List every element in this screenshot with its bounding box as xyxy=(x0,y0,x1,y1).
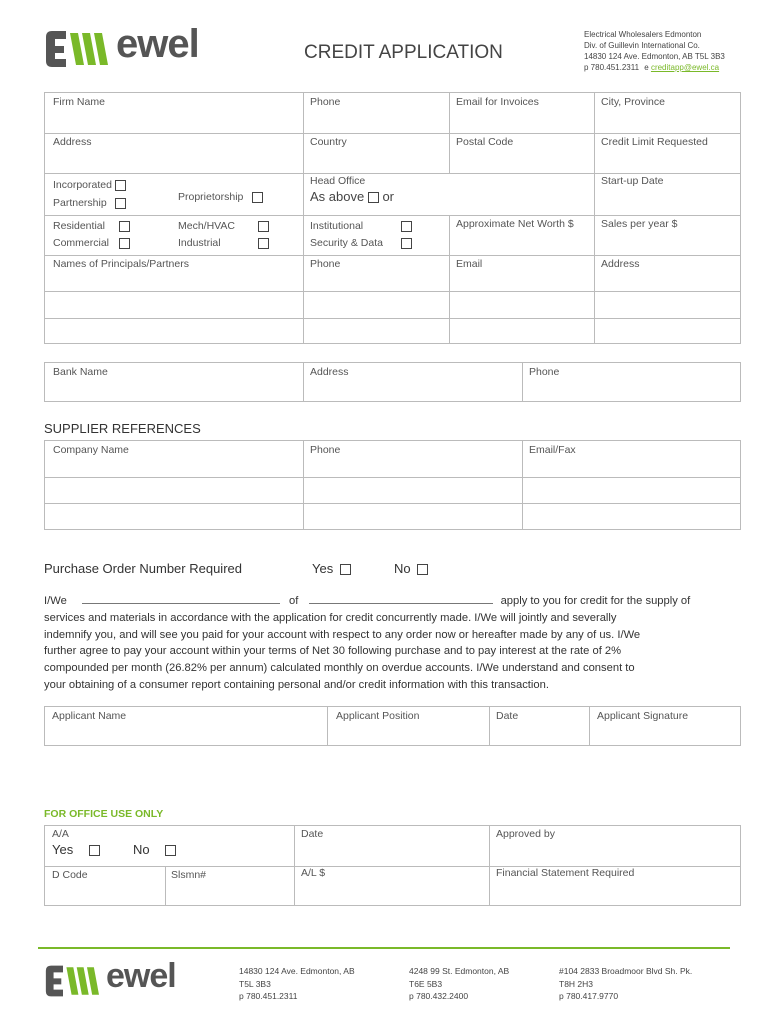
location-address: 14830 124 Ave. Edmonton, AB xyxy=(239,966,355,976)
page-title: CREDIT APPLICATION xyxy=(304,42,503,63)
po-no-option[interactable] xyxy=(394,561,428,576)
agreement-line: indemnify you, and will see you paid for your account with respect to any order now or hereafter made by any of us. I/We xyxy=(44,628,641,641)
agreement-line: further agree to pay your account within your terms of Net 30 following purchase and to pay interest at the rate of 2% xyxy=(44,645,622,658)
footer-logo xyxy=(44,957,204,999)
principals-header: Names of Principals/Partners xyxy=(53,258,189,270)
firm-name-field[interactable]: Firm Name xyxy=(53,96,105,108)
bank-table xyxy=(44,362,741,402)
net-worth-field[interactable]: Approximate Net Worth $ xyxy=(456,218,574,230)
sales-per-year-field[interactable]: Sales per year $ xyxy=(601,218,678,230)
country-field[interactable]: Country xyxy=(310,136,347,148)
aa-yes-checkbox[interactable] xyxy=(89,845,100,856)
agreement-text xyxy=(44,593,744,694)
aa-yes-label: Yes xyxy=(52,842,74,857)
company-info xyxy=(584,29,725,73)
bank-name-field[interactable]: Bank Name xyxy=(53,366,108,378)
agreement-line: services and materials in accordance with the application for credit concurrently made. I/We will jointly and severally xyxy=(44,611,617,624)
company-line-1: Electrical Wholesalers Edmonton xyxy=(584,30,702,39)
commercial-option[interactable] xyxy=(53,237,130,249)
city-province-field[interactable]: City, Province xyxy=(601,96,665,108)
aa-no-label: No xyxy=(133,842,150,857)
po-yes-option[interactable] xyxy=(312,561,351,576)
proprietorship-label: Proprietorship xyxy=(178,191,244,203)
supplier-references-table xyxy=(44,440,741,530)
as-above-checkbox[interactable] xyxy=(368,192,379,203)
main-form-table xyxy=(44,92,741,344)
applicant-name-field[interactable]: Applicant Name xyxy=(52,710,127,722)
aa-yes-option[interactable] xyxy=(52,842,100,857)
iwe-label: I/We xyxy=(44,595,67,607)
ewel-logo-mark xyxy=(44,963,106,999)
footer-location-1 xyxy=(239,965,355,1003)
location-address: 4248 99 St. Edmonton, AB xyxy=(409,966,510,976)
principals-phone-header: Phone xyxy=(310,258,341,270)
credit-limit-field[interactable]: Credit Limit Requested xyxy=(601,136,708,148)
bank-phone-field[interactable]: Phone xyxy=(529,366,560,378)
company-name-blank[interactable] xyxy=(309,593,493,604)
location-postal: T6E 5B3 xyxy=(409,978,443,989)
mech-hvac-checkbox[interactable] xyxy=(258,221,269,232)
po-no-label: No xyxy=(394,561,411,576)
startup-date-field[interactable]: Start-up Date xyxy=(601,175,664,187)
security-data-label: Security & Data xyxy=(310,237,383,249)
institutional-label: Institutional xyxy=(310,220,364,232)
aa-no-checkbox[interactable] xyxy=(165,845,176,856)
aa-no-option[interactable] xyxy=(133,842,176,857)
supplier-phone-header: Phone xyxy=(310,444,341,456)
supplier-email-fax-header: Email/Fax xyxy=(529,444,576,456)
location-phone: p 780.417.9770 xyxy=(559,991,619,1001)
email-invoices-field[interactable]: Email for Invoices xyxy=(456,96,539,108)
partnership-option[interactable] xyxy=(53,197,126,209)
mech-hvac-label: Mech/HVAC xyxy=(178,220,235,232)
head-office-field[interactable]: Head Office xyxy=(310,175,366,187)
bank-address-field[interactable]: Address xyxy=(310,366,349,378)
commercial-label: Commercial xyxy=(53,237,110,249)
footer-logo-text: ewel xyxy=(106,957,176,995)
or-label: or xyxy=(382,189,395,204)
commercial-checkbox[interactable] xyxy=(119,238,130,249)
footer-location-3 xyxy=(559,965,692,1003)
proprietorship-checkbox[interactable] xyxy=(252,192,263,203)
institutional-checkbox[interactable] xyxy=(401,221,412,232)
security-data-option[interactable] xyxy=(310,237,412,249)
company-line-2: Div. of Guillevin International Co. xyxy=(584,41,700,50)
footer-location-2 xyxy=(409,965,509,1003)
residential-checkbox[interactable] xyxy=(119,221,130,232)
supplier-references-heading: SUPPLIER REFERENCES xyxy=(44,421,201,436)
office-date-field[interactable]: Date xyxy=(301,828,324,840)
partnership-checkbox[interactable] xyxy=(115,198,126,209)
location-phone: p 780.451.2311 xyxy=(239,991,298,1001)
po-yes-checkbox[interactable] xyxy=(340,564,351,575)
approved-by-field[interactable]: Approved by xyxy=(496,828,555,840)
po-required-label: Purchase Order Number Required xyxy=(44,561,242,576)
applicant-name-blank[interactable] xyxy=(82,593,280,604)
al-field[interactable]: A/L $ xyxy=(301,867,326,879)
agreement-line: compounded per month (26.82% per annum) calculated monthly on overdue accounts. I/We understand and consent to xyxy=(44,662,635,675)
company-line-3: 14830 124 Ave. Edmonton, AB T5L 3B3 xyxy=(584,52,725,61)
agreement-line: your obtaining of a consumer report containing personal and/or credit information with this transaction. xyxy=(44,678,549,691)
as-above-option[interactable] xyxy=(310,189,394,204)
residential-option[interactable] xyxy=(53,220,130,232)
d-code-field[interactable]: D Code xyxy=(52,869,88,881)
of-label: of xyxy=(289,595,299,607)
principals-email-header: Email xyxy=(456,258,483,270)
address-field[interactable]: Address xyxy=(53,136,92,148)
as-above-label: As above xyxy=(310,189,365,204)
postal-code-field[interactable]: Postal Code xyxy=(456,136,514,148)
ewel-logo-mark xyxy=(44,28,116,70)
incorporated-option[interactable] xyxy=(53,179,126,191)
location-address: #104 2833 Broadmoor Blvd Sh. Pk. xyxy=(559,966,693,976)
office-use-table xyxy=(44,825,741,906)
location-postal: T5L 3B3 xyxy=(239,978,271,989)
applicant-position-field[interactable]: Applicant Position xyxy=(336,710,420,722)
security-data-checkbox[interactable] xyxy=(401,238,412,249)
mech-hvac-option[interactable] xyxy=(178,220,269,232)
financial-statement-field[interactable]: Financial Statement Required xyxy=(496,867,635,879)
email-prefix: e xyxy=(644,63,649,72)
office-use-heading: FOR OFFICE USE ONLY xyxy=(44,808,164,820)
logo-text: ewel xyxy=(116,22,199,66)
applicant-signature-field[interactable]: Applicant Signature xyxy=(597,710,689,722)
industrial-option[interactable] xyxy=(178,237,269,249)
proprietorship-option[interactable] xyxy=(178,191,263,203)
location-phone: p 780.432.2400 xyxy=(409,991,469,1001)
location-postal: T8H 2H3 xyxy=(559,978,594,989)
industrial-checkbox[interactable] xyxy=(258,238,269,249)
company-contact xyxy=(584,62,725,73)
phone-field[interactable]: Phone xyxy=(310,96,341,108)
partnership-label: Partnership xyxy=(53,197,107,209)
company-phone: p 780.451.2311 xyxy=(584,63,640,72)
applicant-date-field[interactable]: Date xyxy=(496,710,519,722)
company-email-link[interactable]: creditapp@ewel.ca xyxy=(650,63,720,72)
agreement-line-1 xyxy=(44,593,744,610)
incorporated-checkbox[interactable] xyxy=(115,180,126,191)
header-logo xyxy=(44,22,224,70)
agreement-line-1-end: apply to you for credit for the supply of xyxy=(500,595,691,607)
incorporated-label: Incorporated xyxy=(53,179,112,191)
footer-divider xyxy=(38,947,730,949)
slsmn-field[interactable]: Slsmn# xyxy=(171,869,207,881)
applicant-table xyxy=(44,706,741,746)
industrial-label: Industrial xyxy=(178,237,221,249)
institutional-option[interactable] xyxy=(310,220,412,232)
aa-label: A/A xyxy=(52,828,69,840)
supplier-company-header: Company Name xyxy=(53,444,129,456)
principals-address-header: Address xyxy=(601,258,640,270)
residential-label: Residential xyxy=(53,220,105,232)
po-no-checkbox[interactable] xyxy=(417,564,428,575)
po-yes-label: Yes xyxy=(312,561,334,576)
